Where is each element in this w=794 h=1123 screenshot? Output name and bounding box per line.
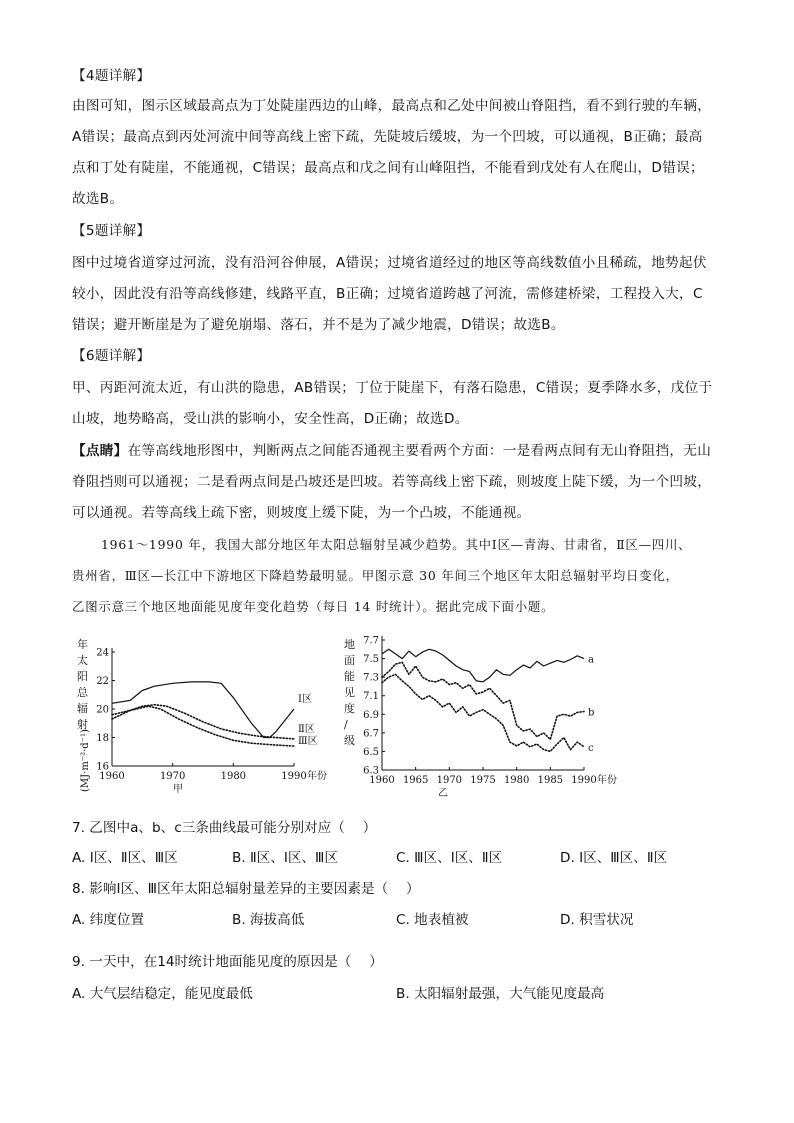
- chart-title: 乙: [438, 788, 448, 799]
- y-tick-label: 18: [96, 733, 109, 744]
- series-line-b: [382, 662, 584, 739]
- series-label-a: a: [588, 654, 594, 666]
- y-tick-label: 6.5: [363, 746, 379, 758]
- y-tick-label: 7.5: [363, 654, 379, 666]
- y-axis-label-char: 总: [77, 686, 88, 699]
- q4-line-4: 故选B。: [72, 191, 124, 207]
- tip-line-2: 脊阻挡则可以通视；二是看两点间是凸坡还是凹坡。若等高线上密下疏，则坡度上陡下缓，为一个凹坡，: [72, 474, 712, 490]
- series-line-c: [382, 674, 584, 751]
- y-axis-label-char: 射: [77, 718, 88, 731]
- y-axis-label-char: 度: [344, 702, 355, 715]
- x-axis-label: 年份: [307, 771, 327, 782]
- y-tick-label: 16: [96, 761, 109, 773]
- q9-stem: 9. 一天中，在14时统计地面能见度的原因是（ ）: [72, 954, 383, 970]
- y-axis-label-char: 阳: [77, 670, 88, 683]
- y-tick-label: 7.3: [363, 672, 379, 684]
- y-axis-label-char: 能: [344, 670, 355, 683]
- y-axis-label-char: 地: [344, 638, 355, 651]
- q8-stem: 8. 影响Ⅰ区、Ⅲ区年太阳总辐射量差异的主要因素是（ ）: [72, 881, 420, 897]
- x-tick-label: 1970: [436, 775, 463, 786]
- y-tick-label: 6.7: [363, 728, 379, 740]
- q5-line-1: 图中过境省道穿过河流，没有沿河谷伸展，A错误；过境省道经过的地区等高线数值小且稀疏，地势起伏: [72, 255, 707, 271]
- q6-header: 【6题详解】: [72, 348, 151, 364]
- y-axis-label-char: 辐: [77, 702, 88, 715]
- x-tick-label: 1980: [503, 775, 530, 786]
- y-tick-label: 24: [96, 647, 109, 659]
- y-tick-label: 7.7: [363, 635, 379, 647]
- tip-line-1: [72, 441, 711, 461]
- q5-line-3: 错误；避开断崖是为了避免崩塌、落石，并不是为了减少地震，D错误；故选B。: [72, 317, 565, 333]
- y-axis-label-char: 级: [344, 734, 355, 747]
- tip-line-1-text: 在等高线地形图中，判断两点之间能否通视主要看两个方面：一是看两点间有无山脊阻挡，无山: [127, 443, 712, 459]
- y-axis-unit: (MJ·m⁻²·d⁻¹): [80, 729, 91, 792]
- q8-option-d[interactable]: D. 积雪状况: [560, 912, 634, 928]
- y-axis-label-char: 年: [77, 638, 88, 651]
- q5-line-2: 较小，因此没有沿等高线修建，线路平直，B正确；过境省道跨越了河流，需修建桥梁，工程投入大，C: [72, 286, 703, 302]
- y-tick-label: 20: [96, 704, 109, 716]
- series-line-a: [382, 649, 584, 682]
- q9-option-b[interactable]: B. 太阳辐射最强，大气能见度最高: [396, 986, 605, 1002]
- q4-line-3: 点和丁处有陡崖，不能通视，C错误；最高点和戊之间有山峰阻挡，不能看到戊处有人在爬山，D错误；: [72, 160, 704, 176]
- series-label-Ⅰ区: Ⅰ区: [298, 694, 312, 705]
- y-tick-label: 7.1: [363, 691, 379, 703]
- q9-option-a[interactable]: A. 大气层结稳定，能见度最低: [72, 986, 253, 1002]
- series-line-Ⅱ区: [112, 705, 294, 739]
- q4-header: 【4题详解】: [72, 68, 151, 84]
- q8-option-a[interactable]: A. 纬度位置: [72, 912, 145, 928]
- y-tick-label: 6.3: [363, 765, 379, 777]
- y-axis-label-char: 太: [77, 654, 88, 667]
- series-line-Ⅲ区: [112, 706, 294, 746]
- series-label-Ⅲ区: Ⅲ区: [298, 736, 318, 747]
- q7-option-c[interactable]: C. Ⅲ区、Ⅰ区、Ⅱ区: [396, 850, 503, 866]
- y-tick-label: 6.9: [363, 709, 379, 721]
- tip-line-3: 可以通视。若等高线上疏下密，则坡度上缓下陡，为一个凸坡，不能通视。: [72, 505, 531, 521]
- q8-option-c[interactable]: C. 地表植被: [396, 912, 469, 928]
- x-tick-label: 1965: [402, 775, 429, 786]
- x-tick-label: 1960: [99, 771, 125, 782]
- series-label-c: c: [588, 742, 594, 754]
- q7-option-d[interactable]: D. Ⅰ区、Ⅲ区、Ⅱ区: [560, 850, 668, 866]
- q7-option-b[interactable]: B. Ⅱ区、Ⅰ区、Ⅲ区: [232, 850, 339, 866]
- intro-line-3: 乙图示意三个地区地面能见度年变化趋势（每日 14 时统计）。据此完成下面小题。: [72, 599, 555, 614]
- x-tick-label: 1975: [470, 775, 496, 786]
- q6-line-2: 山坡，地势略高，受山洪的影响小，安全性高，D正确；故选D。: [72, 411, 469, 427]
- y-tick-label: 22: [96, 676, 109, 687]
- intro-line-2: 贵州省，Ⅲ区—长江中下游地区下降趋势最明显。甲图示意 30 年间三个地区年太阳总辐射平均日变化，: [72, 568, 679, 583]
- q8-option-b[interactable]: B. 海拔高低: [232, 912, 305, 928]
- q4-line-1: 由图可知，图示区域最高点为丁处陡崖西边的山峰，最高点和乙处中间被山脊阻挡，看不到行驶的车辆，: [72, 98, 712, 114]
- q7-option-a[interactable]: A. Ⅰ区、Ⅱ区、Ⅲ区: [72, 850, 178, 866]
- chart-jia: [72, 632, 352, 802]
- q5-header: 【5题详解】: [72, 223, 151, 239]
- y-axis-label-char: 面: [344, 654, 355, 667]
- x-tick-label: 1990: [571, 775, 597, 786]
- q7-stem: 7. 乙图中a、b、c三条曲线最可能分别对应（ ）: [72, 820, 377, 836]
- q6-line-1: 甲、丙距河流太近，有山洪的隐患，AB错误；丁位于陡崖下，有落石隐患，C错误；夏季降水多，戊位于: [72, 380, 713, 396]
- x-tick-label: 1970: [159, 771, 186, 782]
- intro-line-1: 1961～1990 年，我国大部分地区年太阳总辐射呈减少趋势。其中Ⅰ区—青海、甘肃省，Ⅱ区—四川、: [101, 537, 692, 552]
- y-axis-label-char: 见: [344, 686, 355, 699]
- q4-line-2: A错误；最高点到丙处河流中间等高线上密下疏，先陡坡后缓坡，为一个凹坡，可以通视，B正确；最高: [72, 129, 703, 145]
- y-axis-label-char: /: [344, 718, 348, 731]
- chart-title: 甲: [173, 784, 183, 795]
- x-tick-label: 1960: [369, 775, 395, 786]
- series-label-Ⅱ区: Ⅱ区: [298, 724, 315, 735]
- x-tick-label: 1990: [281, 771, 307, 782]
- x-tick-label: 1980: [220, 771, 247, 782]
- x-axis-label: 年份: [597, 775, 617, 786]
- series-label-b: b: [588, 707, 595, 719]
- chart-yi: [340, 632, 650, 802]
- x-tick-label: 1985: [537, 775, 564, 786]
- tip-header: 【点睛】: [72, 443, 128, 459]
